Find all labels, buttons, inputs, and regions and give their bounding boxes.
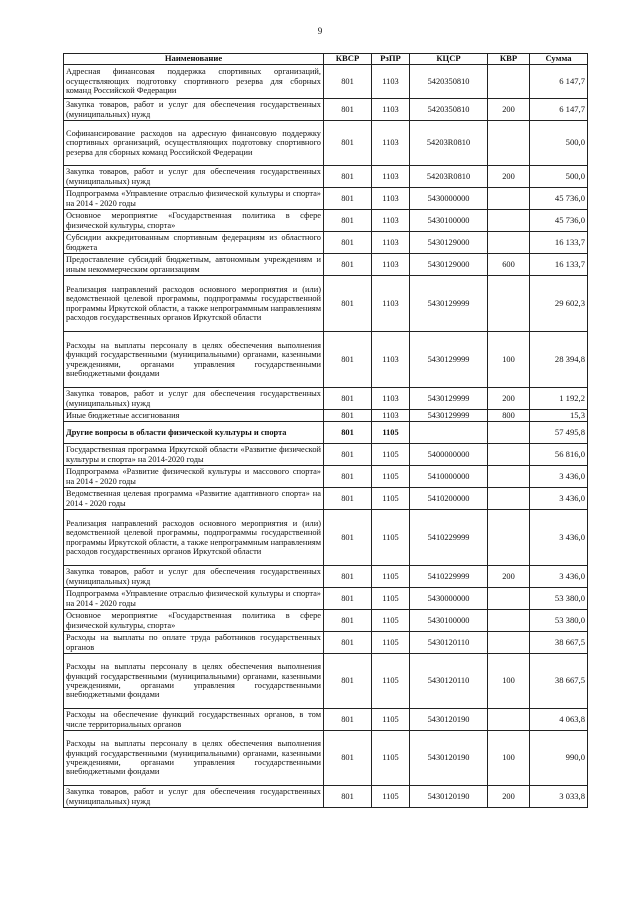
page-number: 9 [317, 26, 323, 36]
row-name: Расходы на выплаты персоналу в целях обеспечения выполнения функций государственными (муниципальными) органами, казенными учреждениями, органами управления государственными внебюджетными фондами [64, 654, 324, 709]
row-kvsr: 801 [324, 654, 372, 709]
row-rzpr: 1103 [372, 276, 410, 332]
row-kvr [488, 588, 530, 610]
row-sum: 56 816,0 [530, 444, 588, 466]
table-row [64, 654, 588, 709]
row-name: Подпрограмма «Развитие физической культуры и массового спорта» на 2014 - 2020 годы [64, 466, 324, 488]
row-kvr: 800 [488, 410, 530, 422]
table-body [64, 65, 588, 808]
row-name: Закупка товаров, работ и услуг для обеспечения государственных (муниципальных) нужд [64, 786, 324, 808]
row-kvsr: 801 [324, 422, 372, 444]
row-kvr [488, 510, 530, 566]
row-kvr [488, 610, 530, 632]
row-sum: 4 063,8 [530, 709, 588, 731]
row-rzpr: 1105 [372, 466, 410, 488]
row-rzpr: 1103 [372, 254, 410, 276]
table-row [64, 588, 588, 610]
row-kvr [488, 632, 530, 654]
table-row [64, 121, 588, 166]
table-row [64, 709, 588, 731]
row-name: Реализация направлений расходов основного мероприятия и (или) ведомственной целевой программы, подпрограммы государственной программы Иркутской области, а также непрограммным направлениям расходов государственных органов Иркутской области [64, 510, 324, 566]
row-kcsr: 5410000000 [410, 466, 488, 488]
row-name: Предоставление субсидий бюджетным, автономным учреждениям и иным некоммерческим организациям [64, 254, 324, 276]
row-kvsr: 801 [324, 210, 372, 232]
row-sum: 3 033,8 [530, 786, 588, 808]
row-name: Другие вопросы в области физической культуры и спорта [64, 422, 324, 444]
row-kcsr: 5430129000 [410, 254, 488, 276]
row-name: Закупка товаров, работ и услуг для обеспечения государственных (муниципальных) нужд [64, 166, 324, 188]
row-name: Государственная программа Иркутской области «Развитие физической культуры и спорта» на 2014-2020 годы [64, 444, 324, 466]
row-sum: 45 736,0 [530, 188, 588, 210]
row-sum: 3 436,0 [530, 566, 588, 588]
row-rzpr: 1103 [372, 388, 410, 410]
row-name: Закупка товаров, работ и услуг для обеспечения государственных (муниципальных) нужд [64, 566, 324, 588]
row-kvsr: 801 [324, 466, 372, 488]
row-rzpr: 1103 [372, 210, 410, 232]
header-rzpr: РзПР [372, 54, 410, 65]
row-kvr: 100 [488, 332, 530, 388]
row-rzpr: 1105 [372, 444, 410, 466]
row-kcsr: 5430120110 [410, 654, 488, 709]
row-kvr: 200 [488, 566, 530, 588]
row-kvsr: 801 [324, 709, 372, 731]
row-kvsr: 801 [324, 99, 372, 121]
row-rzpr: 1105 [372, 588, 410, 610]
row-kvsr: 801 [324, 632, 372, 654]
row-rzpr: 1103 [372, 121, 410, 166]
row-kcsr [410, 422, 488, 444]
row-kcsr: 5410200000 [410, 488, 488, 510]
row-sum: 29 602,3 [530, 276, 588, 332]
row-kvsr: 801 [324, 276, 372, 332]
table-header-row [64, 54, 588, 65]
row-kvsr: 801 [324, 731, 372, 786]
row-sum: 38 667,5 [530, 632, 588, 654]
row-kvr: 100 [488, 731, 530, 786]
table-row [64, 510, 588, 566]
row-kvsr: 801 [324, 410, 372, 422]
row-kcsr: 5430100000 [410, 610, 488, 632]
row-kvsr: 801 [324, 510, 372, 566]
row-kcsr: 5430000000 [410, 588, 488, 610]
row-kvsr: 801 [324, 232, 372, 254]
row-name: Софинансирование расходов на адресную финансовую поддержку спортивных организаций, осуществляющих подготовку спортивного резерва для сборных команд Российской Федерации [64, 121, 324, 166]
row-sum: 16 133,7 [530, 254, 588, 276]
row-sum: 990,0 [530, 731, 588, 786]
row-sum: 6 147,7 [530, 65, 588, 99]
row-kcsr: 5430129000 [410, 232, 488, 254]
table-row [64, 731, 588, 786]
row-kvr [488, 709, 530, 731]
table-row [64, 99, 588, 121]
row-kvr: 200 [488, 166, 530, 188]
table-row [64, 166, 588, 188]
table-row [64, 332, 588, 388]
row-kcsr: 5430100000 [410, 210, 488, 232]
row-kcsr: 54203R0810 [410, 121, 488, 166]
table-row [64, 632, 588, 654]
header-kvsr: КВСР [324, 54, 372, 65]
row-kcsr: 5410229999 [410, 510, 488, 566]
row-name: Подпрограмма «Управление отраслью физической культуры и спорта» на 2014 - 2020 годы [64, 588, 324, 610]
row-sum: 53 380,0 [530, 588, 588, 610]
row-kvr [488, 232, 530, 254]
row-name: Ведомственная целевая программа «Развитие адаптивного спорта» на 2014 - 2020 годы [64, 488, 324, 510]
row-rzpr: 1103 [372, 65, 410, 99]
row-rzpr: 1105 [372, 731, 410, 786]
row-kvr: 100 [488, 654, 530, 709]
table-row [64, 786, 588, 808]
row-kvsr: 801 [324, 121, 372, 166]
row-kcsr: 5430120190 [410, 731, 488, 786]
table-row [64, 65, 588, 99]
row-kcsr: 5430129999 [410, 410, 488, 422]
row-name: Расходы на выплаты по оплате труда работников государственных органов [64, 632, 324, 654]
row-name: Субсидии аккредитованным спортивным федерациям из областного бюджета [64, 232, 324, 254]
row-kvr: 200 [488, 786, 530, 808]
row-rzpr: 1103 [372, 332, 410, 388]
header-kcsr: КЦСР [410, 54, 488, 65]
row-sum: 3 436,0 [530, 510, 588, 566]
row-kvsr: 801 [324, 488, 372, 510]
row-kvsr: 801 [324, 332, 372, 388]
row-sum: 57 495,8 [530, 422, 588, 444]
row-rzpr: 1105 [372, 632, 410, 654]
row-kcsr: 5430120190 [410, 709, 488, 731]
row-kvsr: 801 [324, 588, 372, 610]
header-name: Наименование [64, 54, 324, 65]
row-rzpr: 1105 [372, 566, 410, 588]
row-kvr [488, 276, 530, 332]
row-kcsr: 5430129999 [410, 276, 488, 332]
row-rzpr: 1103 [372, 410, 410, 422]
row-rzpr: 1105 [372, 654, 410, 709]
table-row [64, 276, 588, 332]
row-name: Иные бюджетные ассигнования [64, 410, 324, 422]
row-rzpr: 1105 [372, 422, 410, 444]
row-kvsr: 801 [324, 188, 372, 210]
table-row [64, 188, 588, 210]
row-name: Подпрограмма «Управление отраслью физической культуры и спорта» на 2014 - 2020 годы [64, 188, 324, 210]
row-sum: 38 667,5 [530, 654, 588, 709]
row-sum: 53 380,0 [530, 610, 588, 632]
row-rzpr: 1105 [372, 786, 410, 808]
row-sum: 6 147,7 [530, 99, 588, 121]
row-name: Расходы на обеспечение функций государственных органов, в том числе территориальных органов [64, 709, 324, 731]
row-name: Основное мероприятие «Государственная политика в сфере физической культуры, спорта» [64, 210, 324, 232]
row-rzpr: 1103 [372, 166, 410, 188]
row-kvsr: 801 [324, 610, 372, 632]
row-rzpr: 1105 [372, 510, 410, 566]
row-kvr [488, 210, 530, 232]
row-kcsr: 5430129999 [410, 388, 488, 410]
row-name: Основное мероприятие «Государственная политика в сфере физической культуры, спорта» [64, 610, 324, 632]
row-rzpr: 1103 [372, 99, 410, 121]
row-sum: 500,0 [530, 166, 588, 188]
row-kvr [488, 121, 530, 166]
table-row [64, 488, 588, 510]
row-kvr: 200 [488, 99, 530, 121]
header-sum: Сумма [530, 54, 588, 65]
table-row [64, 410, 588, 422]
row-sum: 15,3 [530, 410, 588, 422]
row-name: Закупка товаров, работ и услуг для обеспечения государственных (муниципальных) нужд [64, 99, 324, 121]
row-rzpr: 1103 [372, 188, 410, 210]
row-kvsr: 801 [324, 166, 372, 188]
row-kcsr: 5420350810 [410, 65, 488, 99]
row-kcsr: 5430120110 [410, 632, 488, 654]
row-rzpr: 1103 [372, 232, 410, 254]
row-name: Реализация направлений расходов основного мероприятия и (или) ведомственной целевой программы, подпрограммы государственной программы Иркутской области, а также непрограммным направлениям расходов государственных органов Иркутской области [64, 276, 324, 332]
row-sum: 3 436,0 [530, 488, 588, 510]
header-kvr: КВР [488, 54, 530, 65]
row-name: Адресная финансовая поддержка спортивных организаций, осуществляющих подготовку спортивного резерва для сборных команд Российской Федерации [64, 65, 324, 99]
row-sum: 16 133,7 [530, 232, 588, 254]
row-kcsr: 5430000000 [410, 188, 488, 210]
section-row [64, 422, 588, 444]
row-kvsr: 801 [324, 254, 372, 276]
row-name: Расходы на выплаты персоналу в целях обеспечения выполнения функций государственными (муниципальными) органами, казенными учреждениями, органами управления государственными внебюджетными фондами [64, 731, 324, 786]
row-rzpr: 1105 [372, 610, 410, 632]
row-name: Расходы на выплаты персоналу в целях обеспечения выполнения функций государственными (муниципальными) органами, казенными учреждениями, органами управления государственными внебюджетными фондами [64, 332, 324, 388]
row-kvsr: 801 [324, 65, 372, 99]
row-kvr [488, 488, 530, 510]
table-row [64, 466, 588, 488]
row-rzpr: 1105 [372, 709, 410, 731]
row-kcsr: 5430120190 [410, 786, 488, 808]
row-kcsr: 5410229999 [410, 566, 488, 588]
row-kvr [488, 422, 530, 444]
row-kvr [488, 466, 530, 488]
row-kcsr: 5420350810 [410, 99, 488, 121]
row-sum: 28 394,8 [530, 332, 588, 388]
row-kvsr: 801 [324, 786, 372, 808]
row-sum: 1 192,2 [530, 388, 588, 410]
row-name: Закупка товаров, работ и услуг для обеспечения государственных (муниципальных) нужд [64, 388, 324, 410]
table-row [64, 566, 588, 588]
row-kvsr: 801 [324, 566, 372, 588]
table-row [64, 254, 588, 276]
row-kvr [488, 444, 530, 466]
table-row [64, 232, 588, 254]
row-sum: 45 736,0 [530, 210, 588, 232]
row-kvr: 600 [488, 254, 530, 276]
row-kcsr: 5430129999 [410, 332, 488, 388]
row-kvr [488, 65, 530, 99]
row-kcsr: 54203R0810 [410, 166, 488, 188]
budget-table [63, 53, 588, 808]
row-kvsr: 801 [324, 388, 372, 410]
row-kvr [488, 188, 530, 210]
table-row [64, 610, 588, 632]
table-row [64, 388, 588, 410]
row-sum: 3 436,0 [530, 466, 588, 488]
table-row [64, 444, 588, 466]
row-kvsr: 801 [324, 444, 372, 466]
row-kvr: 200 [488, 388, 530, 410]
row-rzpr: 1105 [372, 488, 410, 510]
table-row [64, 210, 588, 232]
row-sum: 500,0 [530, 121, 588, 166]
row-kcsr: 5400000000 [410, 444, 488, 466]
